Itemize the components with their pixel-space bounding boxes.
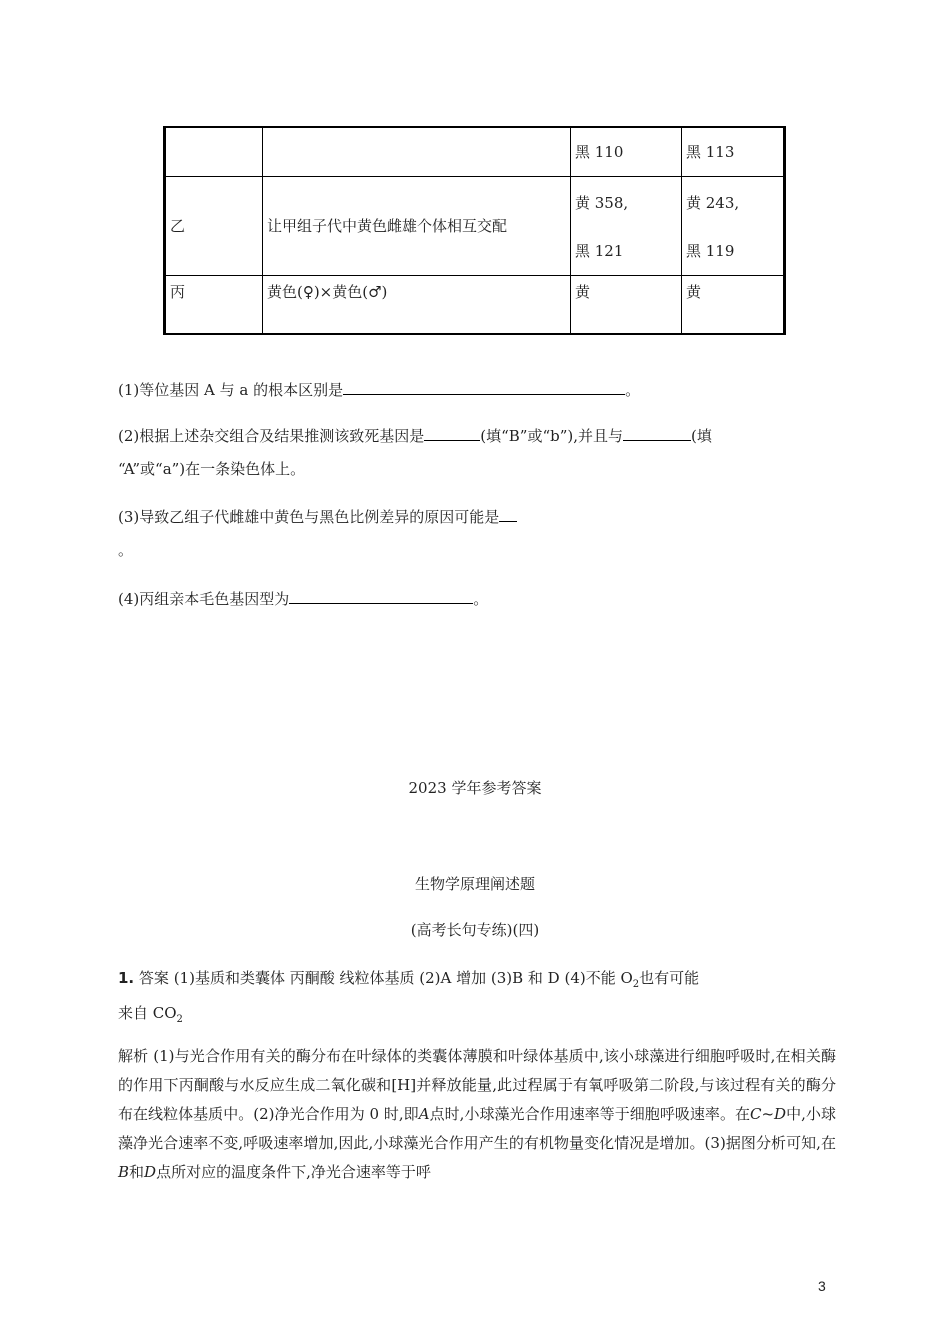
point-label: B [118, 1163, 130, 1181]
question-3 [118, 502, 517, 532]
q2-mid2: (填 [691, 427, 712, 445]
q4-end: 。 [473, 590, 489, 608]
group-cell [165, 127, 263, 177]
q1-text: (1)等位基因 A 与 a 的根本区别是 [118, 381, 344, 399]
female-cell [571, 177, 682, 276]
table-row [165, 276, 785, 335]
analysis-text: 点时,小球藻光合作用速率等于细胞呼吸速率。在 [429, 1105, 751, 1123]
table-row [165, 127, 785, 177]
analysis-text: 点所对应的温度条件下,净光合速率等于呼 [156, 1163, 431, 1181]
analysis-paragraph [118, 1042, 836, 1187]
answer-line1-end: 也有可能 [639, 969, 700, 987]
desc-cell: 黄色(♀)×黄色(♂) [263, 276, 571, 335]
answer-blank[interactable] [424, 424, 480, 441]
answer-blank[interactable] [623, 424, 691, 441]
male-cell: 黄 [682, 276, 785, 335]
question-3-line2: 。 [118, 541, 134, 559]
male-cell [682, 177, 785, 276]
female-cell: 黑 110 [571, 127, 682, 177]
answer-title: 2023 学年参考答案 [408, 779, 542, 797]
q4-text: (4)丙组亲本毛色基因型为 [118, 590, 290, 608]
point-label: C~D [750, 1105, 787, 1123]
female-black: 黑 121 [575, 242, 624, 260]
question-2 [118, 421, 712, 451]
group-cell: 丙 [165, 276, 263, 335]
q3-text: (3)导致乙组子代雌雄中黄色与黑色比例差异的原因可能是 [118, 508, 500, 526]
answer-line2: 来自 CO [118, 1004, 177, 1022]
answer-blank[interactable] [289, 587, 473, 604]
answer-blank[interactable] [499, 505, 517, 522]
answer-subject: 生物学原理阐述题 [414, 875, 535, 893]
answer-number: 1. [118, 969, 135, 987]
female-cell: 黄 [571, 276, 682, 335]
analysis-text: 和 [129, 1163, 145, 1181]
male-yellow: 黄 243, [686, 194, 740, 212]
male-black: 黑 119 [686, 242, 735, 260]
desc-cell [263, 127, 571, 177]
question-1 [118, 375, 640, 405]
question-4 [118, 584, 488, 614]
female-yellow: 黄 358, [575, 194, 629, 212]
results-table [163, 126, 786, 335]
question-2-line2: “A”或“a”)在一条染色体上。 [118, 460, 306, 478]
group-cell: 乙 [165, 177, 263, 276]
q2-mid: (填“B”或“b”),并且与 [480, 427, 624, 445]
subscript: 2 [632, 979, 640, 990]
male-cell: 黑 113 [682, 127, 785, 177]
answer-blank[interactable] [343, 378, 625, 395]
q1-end: 。 [625, 381, 641, 399]
answer-1 [118, 964, 836, 1034]
analysis-text: 中,小球藻净光合速率不变,呼吸速率增加,因此,小球藻光合作用产生的有机物量变化情况是增加。(3)据图分析可知,在 [118, 1105, 836, 1152]
page-number: 3 [818, 1278, 826, 1294]
answer-subtitle: (高考长句专练)(四) [410, 921, 540, 939]
table-row [165, 177, 785, 276]
desc-cell: 让甲组子代中黄色雌雄个体相互交配 [263, 177, 571, 276]
point-label: A [418, 1105, 430, 1123]
point-label: D [144, 1163, 157, 1181]
q2-text: (2)根据上述杂交组合及结果推测该致死基因是 [118, 427, 425, 445]
answer-line1: 答案 (1)基质和类囊体 丙酮酸 线粒体基质 (2)A 增加 (3)B 和 D (4)不能 O [138, 969, 633, 987]
subscript: 2 [176, 1014, 183, 1025]
analysis-text: 解析 (1)与光合作用有关的酶分布在叶绿体的类囊体薄膜和叶绿体基质中,该小球藻进行细胞呼吸时,在相关酶的作用下丙酮酸与水反应生成二氧化碳和[H]并释放能量,此过程属于有氧呼吸第二阶段,与该过程有关的酶分布在线粒体基质中。(2)净光合作用为 0 时,即 [118, 1047, 836, 1123]
